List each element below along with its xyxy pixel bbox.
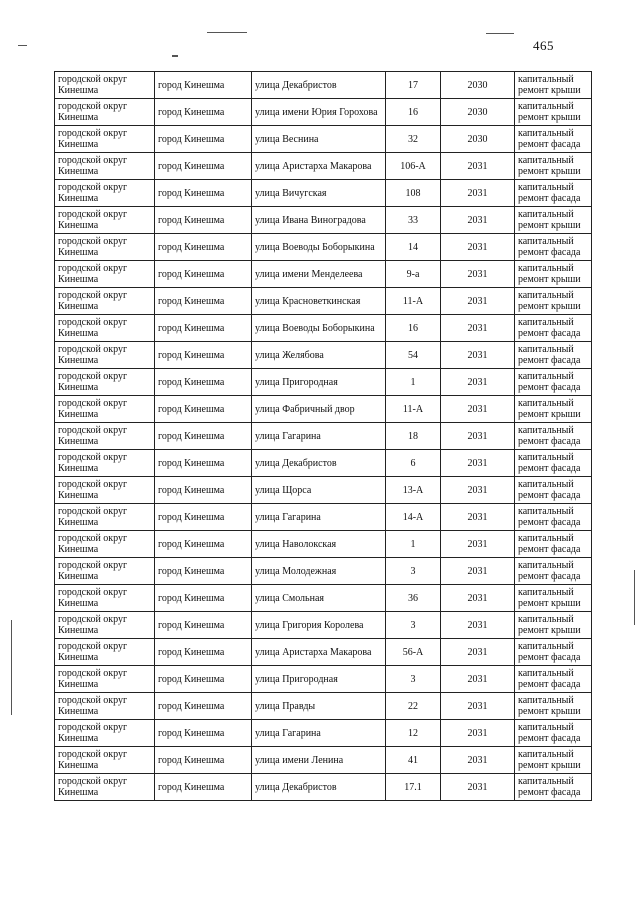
house-number-cell: 6 (386, 450, 441, 477)
street-cell: улица Григория Королева (252, 612, 386, 639)
house-number-cell: 18 (386, 423, 441, 450)
municipal-district-cell: городской округ Кинешма (55, 558, 155, 585)
municipal-district-cell: городской округ Кинешма (55, 126, 155, 153)
table-row (55, 477, 592, 504)
planned-year-cell: 2031 (441, 288, 515, 315)
city-cell: город Кинешма (155, 261, 252, 288)
street-cell: улица Молодежная (252, 558, 386, 585)
city-cell: город Кинешма (155, 666, 252, 693)
city-cell: город Кинешма (155, 639, 252, 666)
house-number-cell: 13-А (386, 477, 441, 504)
street-cell: улица имени Юрия Горохова (252, 99, 386, 126)
street-cell: улица Ивана Виноградова (252, 207, 386, 234)
planned-year-cell: 2031 (441, 585, 515, 612)
city-cell: город Кинешма (155, 288, 252, 315)
city-cell: город Кинешма (155, 774, 252, 801)
repair-type-cell: капитальный ремонт крыши (515, 207, 592, 234)
repair-type-cell: капитальный ремонт крыши (515, 153, 592, 180)
table-row (55, 585, 592, 612)
municipal-district-cell: городской округ Кинешма (55, 612, 155, 639)
street-cell: улица Вичугская (252, 180, 386, 207)
planned-year-cell: 2031 (441, 747, 515, 774)
planned-year-cell: 2031 (441, 261, 515, 288)
street-cell: улица Воеводы Боборыкина (252, 315, 386, 342)
municipal-district-cell: городской округ Кинешма (55, 396, 155, 423)
planned-year-cell: 2030 (441, 99, 515, 126)
table-row (55, 639, 592, 666)
table-row (55, 180, 592, 207)
street-cell: улица Пригородная (252, 369, 386, 396)
repair-type-cell: капитальный ремонт фасада (515, 126, 592, 153)
city-cell: город Кинешма (155, 369, 252, 396)
municipal-district-cell: городской округ Кинешма (55, 504, 155, 531)
page-number: 465 (533, 38, 554, 53)
municipal-district-cell: городской округ Кинешма (55, 720, 155, 747)
table-row (55, 234, 592, 261)
house-number-cell: 33 (386, 207, 441, 234)
municipal-district-cell: городской округ Кинешма (55, 477, 155, 504)
planned-year-cell: 2031 (441, 423, 515, 450)
repair-type-cell: капитальный ремонт фасада (515, 720, 592, 747)
repair-type-cell: капитальный ремонт фасада (515, 315, 592, 342)
repair-type-cell: капитальный ремонт крыши (515, 612, 592, 639)
city-cell: город Кинешма (155, 720, 252, 747)
table-row (55, 342, 592, 369)
municipal-district-cell: городской округ Кинешма (55, 153, 155, 180)
city-cell: город Кинешма (155, 585, 252, 612)
table-row (55, 207, 592, 234)
planned-year-cell: 2031 (441, 315, 515, 342)
street-cell: улица Декабристов (252, 72, 386, 99)
city-cell: город Кинешма (155, 396, 252, 423)
repair-type-cell: капитальный ремонт фасада (515, 234, 592, 261)
house-number-cell: 16 (386, 315, 441, 342)
repair-type-cell: капитальный ремонт фасада (515, 774, 592, 801)
table-row (55, 423, 592, 450)
municipal-district-cell: городской округ Кинешма (55, 423, 155, 450)
planned-year-cell: 2031 (441, 180, 515, 207)
street-cell: улица Гагарина (252, 720, 386, 747)
house-number-cell: 17.1 (386, 774, 441, 801)
city-cell: город Кинешма (155, 153, 252, 180)
repair-type-cell: капитальный ремонт крыши (515, 99, 592, 126)
scan-mark-top-center (207, 32, 247, 33)
repair-type-cell: капитальный ремонт фасада (515, 369, 592, 396)
repair-type-cell: капитальный ремонт фасада (515, 666, 592, 693)
house-number-cell: 36 (386, 585, 441, 612)
repair-type-cell: капитальный ремонт крыши (515, 585, 592, 612)
planned-year-cell: 2031 (441, 477, 515, 504)
repair-type-cell: капитальный ремонт фасада (515, 531, 592, 558)
repair-type-cell: капитальный ремонт фасада (515, 180, 592, 207)
municipal-district-cell: городской округ Кинешма (55, 747, 155, 774)
city-cell: город Кинешма (155, 99, 252, 126)
city-cell: город Кинешма (155, 423, 252, 450)
municipal-district-cell: городской округ Кинешма (55, 180, 155, 207)
planned-year-cell: 2030 (441, 72, 515, 99)
city-cell: город Кинешма (155, 450, 252, 477)
house-number-cell: 3 (386, 558, 441, 585)
street-cell: улица Щорса (252, 477, 386, 504)
repair-type-cell: капитальный ремонт фасада (515, 504, 592, 531)
planned-year-cell: 2031 (441, 693, 515, 720)
table-row (55, 720, 592, 747)
municipal-district-cell: городской округ Кинешма (55, 666, 155, 693)
street-cell: улица Правды (252, 693, 386, 720)
table-row (55, 315, 592, 342)
house-number-cell: 1 (386, 369, 441, 396)
city-cell: город Кинешма (155, 747, 252, 774)
planned-year-cell: 2031 (441, 504, 515, 531)
table-row (55, 693, 592, 720)
house-number-cell: 106-А (386, 153, 441, 180)
planned-year-cell: 2031 (441, 531, 515, 558)
city-cell: город Кинешма (155, 72, 252, 99)
city-cell: город Кинешма (155, 180, 252, 207)
repair-type-cell: капитальный ремонт фасада (515, 342, 592, 369)
street-cell: улица Желябова (252, 342, 386, 369)
municipal-district-cell: городской округ Кинешма (55, 207, 155, 234)
planned-year-cell: 2031 (441, 369, 515, 396)
scan-mark-left-edge (11, 620, 12, 715)
municipal-district-cell: городской округ Кинешма (55, 72, 155, 99)
municipal-district-cell: городской округ Кинешма (55, 639, 155, 666)
table-row (55, 396, 592, 423)
repair-type-cell: капитальный ремонт крыши (515, 72, 592, 99)
table-row (55, 747, 592, 774)
municipal-district-cell: городской округ Кинешма (55, 693, 155, 720)
table-row (55, 450, 592, 477)
planned-year-cell: 2031 (441, 396, 515, 423)
street-cell: улица Веснина (252, 126, 386, 153)
house-number-cell: 14-А (386, 504, 441, 531)
street-cell: улица Наволокская (252, 531, 386, 558)
planned-year-cell: 2031 (441, 207, 515, 234)
house-number-cell: 11-А (386, 396, 441, 423)
table-row (55, 558, 592, 585)
table-row (55, 72, 592, 99)
municipal-district-cell: городской округ Кинешма (55, 288, 155, 315)
house-number-cell: 54 (386, 342, 441, 369)
table-body (55, 72, 592, 801)
repair-type-cell: капитальный ремонт фасада (515, 423, 592, 450)
street-cell: улица Аристарха Макарова (252, 639, 386, 666)
planned-year-cell: 2031 (441, 612, 515, 639)
municipal-district-cell: городской округ Кинешма (55, 585, 155, 612)
table-row (55, 288, 592, 315)
street-cell: улица Декабристов (252, 450, 386, 477)
planned-year-cell: 2031 (441, 342, 515, 369)
street-cell: улица Красноветкинская (252, 288, 386, 315)
planned-year-cell: 2031 (441, 666, 515, 693)
planned-year-cell: 2031 (441, 774, 515, 801)
street-cell: улица Аристарха Макарова (252, 153, 386, 180)
municipal-district-cell: городской округ Кинешма (55, 531, 155, 558)
planned-year-cell: 2031 (441, 153, 515, 180)
scan-mark-header-dash (172, 55, 178, 57)
repair-type-cell: капитальный ремонт фасада (515, 477, 592, 504)
municipal-district-cell: городской округ Кинешма (55, 774, 155, 801)
municipal-district-cell: городской округ Кинешма (55, 369, 155, 396)
city-cell: город Кинешма (155, 612, 252, 639)
scan-mark-top-right (486, 33, 514, 34)
table-row (55, 612, 592, 639)
table-row (55, 504, 592, 531)
municipal-district-cell: городской округ Кинешма (55, 99, 155, 126)
repair-type-cell: капитальный ремонт крыши (515, 396, 592, 423)
repair-type-cell: капитальный ремонт крыши (515, 693, 592, 720)
table-row (55, 774, 592, 801)
planned-year-cell: 2030 (441, 126, 515, 153)
city-cell: город Кинешма (155, 531, 252, 558)
street-cell: улица имени Менделеева (252, 261, 386, 288)
house-number-cell: 1 (386, 531, 441, 558)
house-number-cell: 32 (386, 126, 441, 153)
repair-type-cell: капитальный ремонт крыши (515, 288, 592, 315)
street-cell: улица Фабричный двор (252, 396, 386, 423)
city-cell: город Кинешма (155, 207, 252, 234)
house-number-cell: 12 (386, 720, 441, 747)
repair-type-cell: капитальный ремонт фасада (515, 450, 592, 477)
house-number-cell: 17 (386, 72, 441, 99)
house-number-cell: 14 (386, 234, 441, 261)
house-number-cell: 41 (386, 747, 441, 774)
house-number-cell: 9-а (386, 261, 441, 288)
housing-repair-table (54, 71, 592, 801)
municipal-district-cell: городской округ Кинешма (55, 261, 155, 288)
table-row (55, 126, 592, 153)
house-number-cell: 16 (386, 99, 441, 126)
street-cell: улица имени Ленина (252, 747, 386, 774)
table-row (55, 369, 592, 396)
table-row (55, 666, 592, 693)
house-number-cell: 11-А (386, 288, 441, 315)
planned-year-cell: 2031 (441, 558, 515, 585)
city-cell: город Кинешма (155, 342, 252, 369)
repair-type-cell: капитальный ремонт крыши (515, 747, 592, 774)
city-cell: город Кинешма (155, 234, 252, 261)
city-cell: город Кинешма (155, 126, 252, 153)
repair-type-cell: капитальный ремонт крыши (515, 261, 592, 288)
planned-year-cell: 2031 (441, 234, 515, 261)
house-number-cell: 22 (386, 693, 441, 720)
planned-year-cell: 2031 (441, 450, 515, 477)
street-cell: улица Смольная (252, 585, 386, 612)
street-cell: улица Воеводы Боборыкина (252, 234, 386, 261)
planned-year-cell: 2031 (441, 720, 515, 747)
municipal-district-cell: городской округ Кинешма (55, 342, 155, 369)
table-row (55, 261, 592, 288)
street-cell: улица Пригородная (252, 666, 386, 693)
repair-type-cell: капитальный ремонт фасада (515, 558, 592, 585)
street-cell: улица Декабристов (252, 774, 386, 801)
house-number-cell: 108 (386, 180, 441, 207)
municipal-district-cell: городской округ Кинешма (55, 315, 155, 342)
street-cell: улица Гагарина (252, 504, 386, 531)
city-cell: город Кинешма (155, 477, 252, 504)
municipal-district-cell: городской округ Кинешма (55, 234, 155, 261)
house-number-cell: 3 (386, 612, 441, 639)
city-cell: город Кинешма (155, 504, 252, 531)
city-cell: город Кинешма (155, 693, 252, 720)
house-number-cell: 56-А (386, 639, 441, 666)
city-cell: город Кинешма (155, 558, 252, 585)
repair-type-cell: капитальный ремонт фасада (515, 639, 592, 666)
table-row (55, 531, 592, 558)
scan-mark-right-edge (634, 570, 635, 625)
table-row (55, 99, 592, 126)
city-cell: город Кинешма (155, 315, 252, 342)
house-number-cell: 3 (386, 666, 441, 693)
planned-year-cell: 2031 (441, 639, 515, 666)
municipal-district-cell: городской округ Кинешма (55, 450, 155, 477)
street-cell: улица Гагарина (252, 423, 386, 450)
scan-mark-top-left (18, 45, 27, 46)
table-row (55, 153, 592, 180)
